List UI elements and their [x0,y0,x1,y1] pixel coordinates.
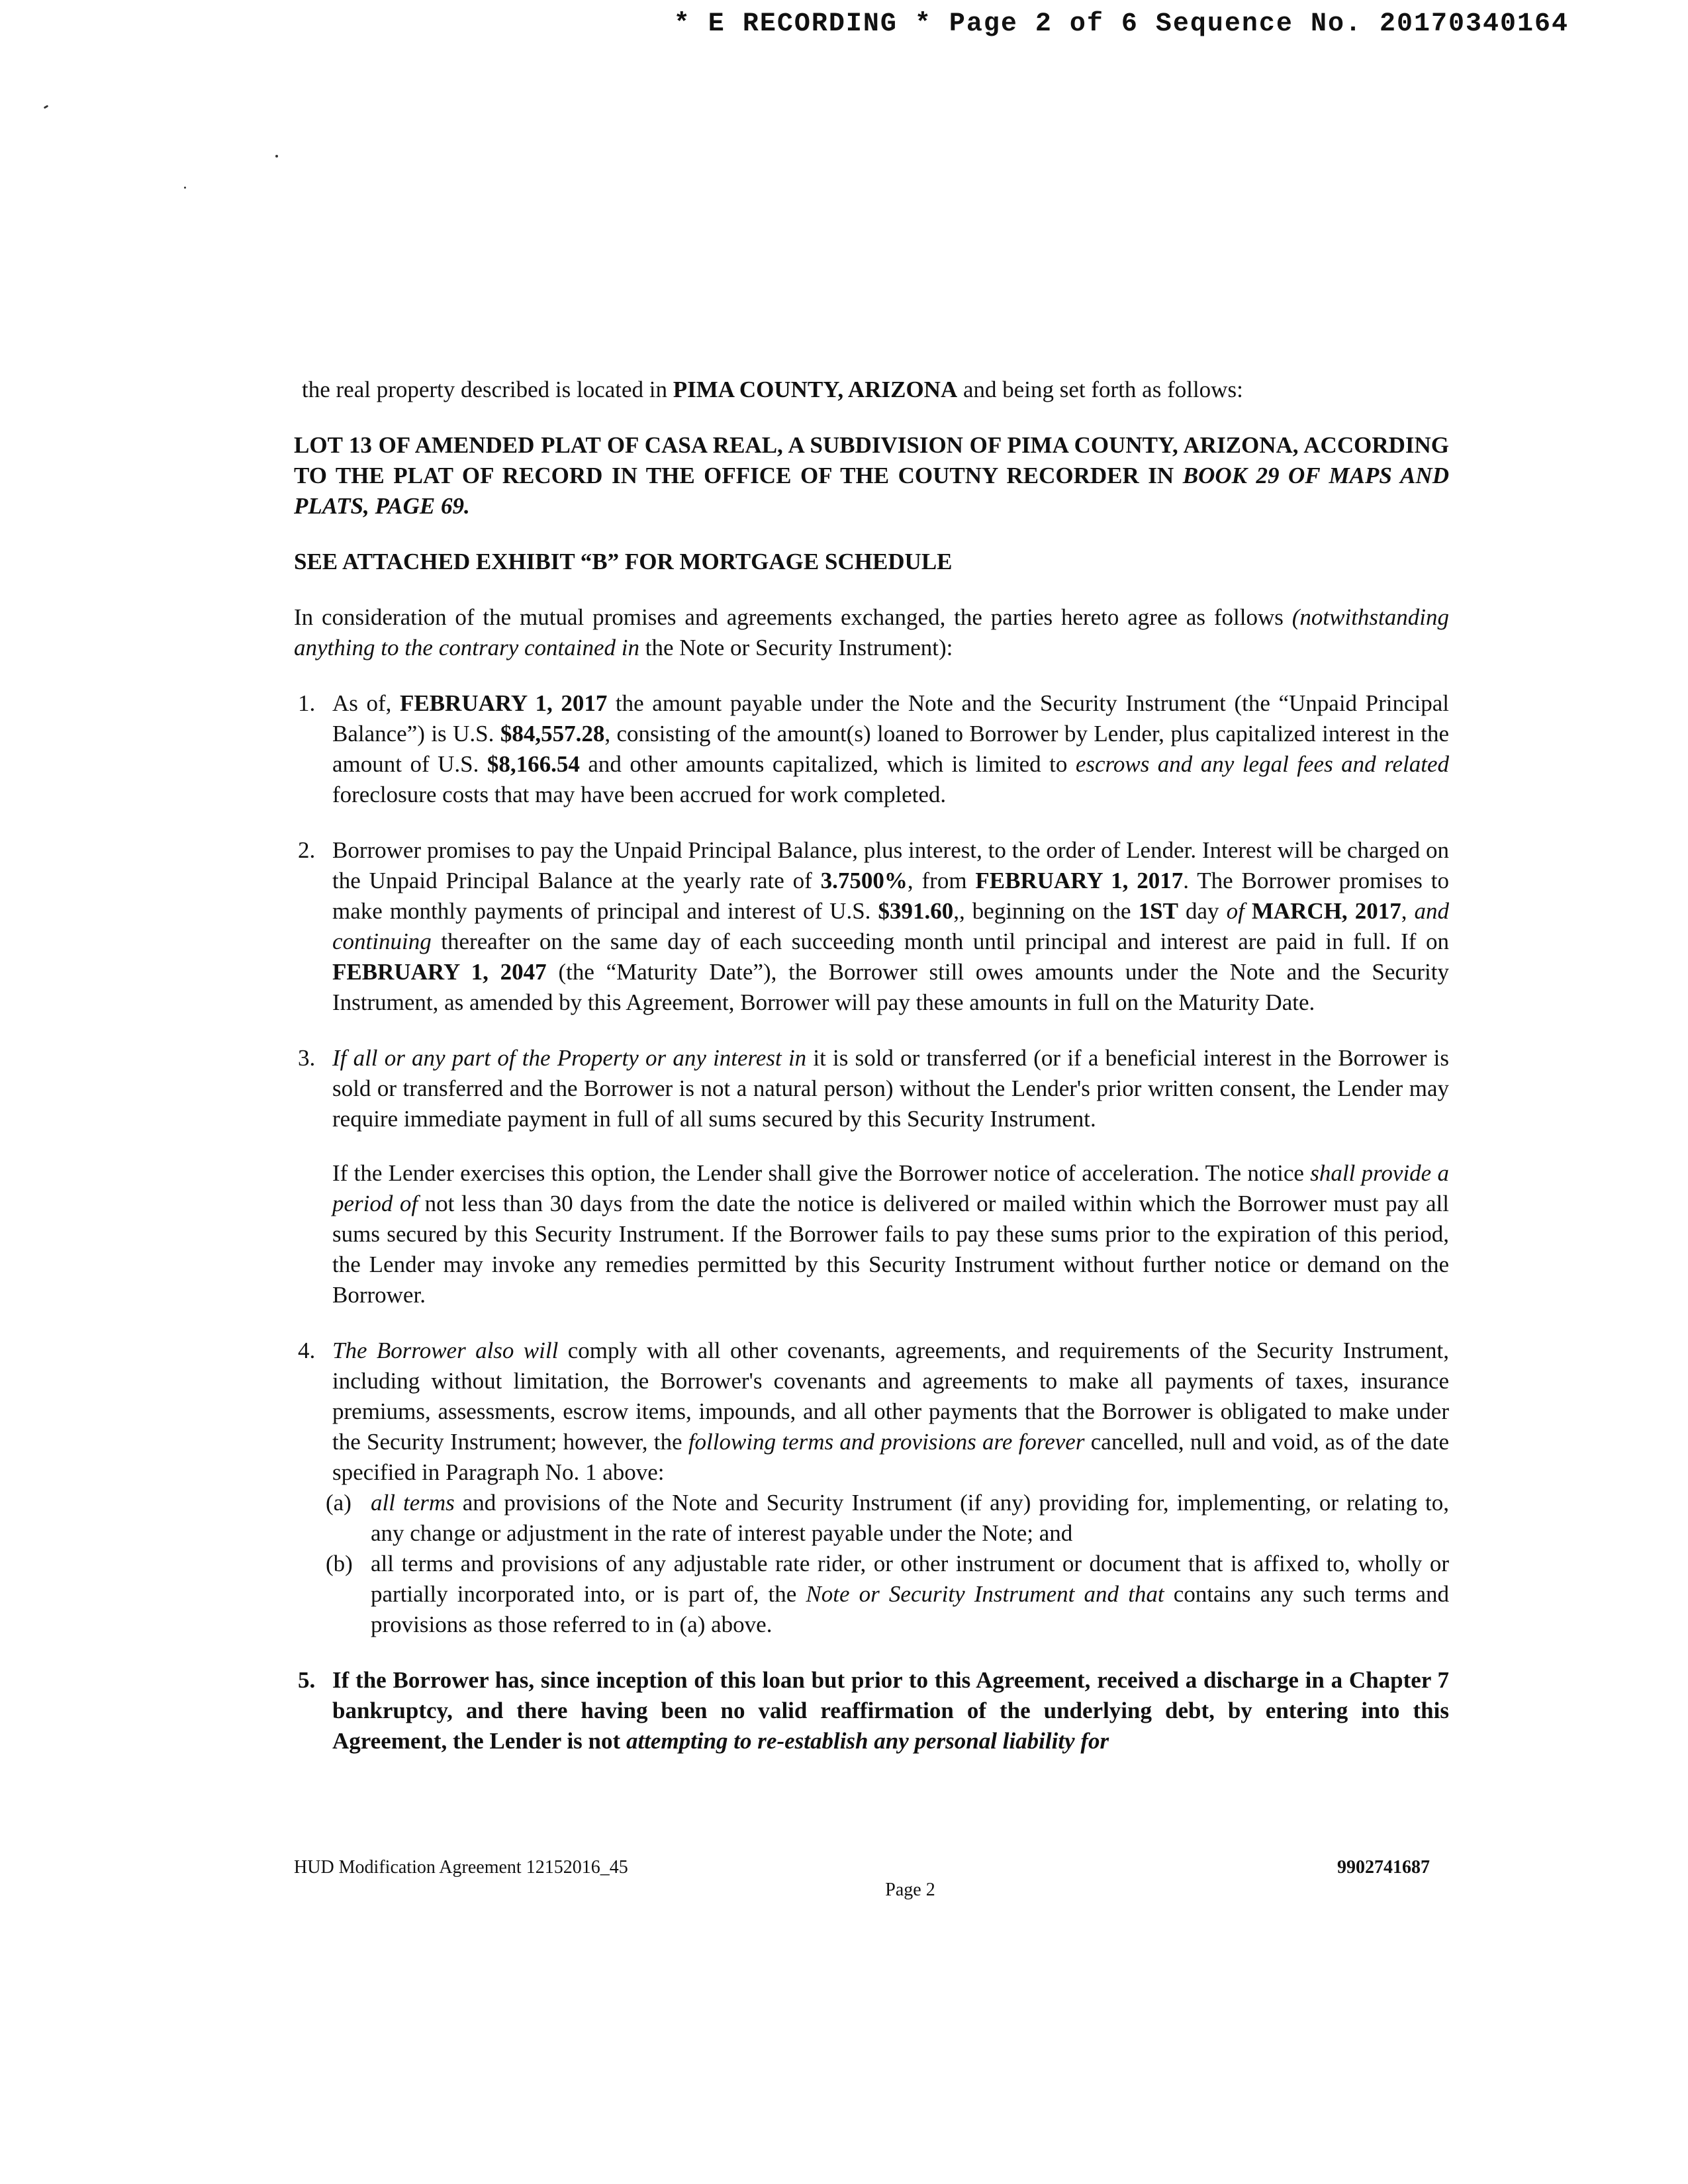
item-text-italic: of [1226,898,1244,924]
item-paragraph [332,1043,1449,1134]
item-text: As of, [332,690,400,716]
item-text-italic: Note or Security Instrument and that [806,1581,1164,1607]
monthly-payment: $391.60 [878,898,954,924]
payment-day: 1ST [1138,898,1178,924]
item-text: foreclosure costs that may have been accrued for work completed. [332,782,947,807]
item-text-bold-italic: attempting to re-establish any personal liability for [626,1728,1109,1754]
consideration-text-italic: (notwithstanding anything to the contrary contained in [294,604,1449,660]
item-number: 3. [298,1045,316,1071]
item-number: 2. [298,837,316,863]
item-number: 4. [298,1338,316,1363]
list-item-3 [294,1043,1449,1310]
consideration-text-end: the Note or Security Instrument): [639,635,953,660]
intro-text: the real property described is located in [302,377,673,402]
item-text [1244,898,1252,924]
county-name: PIMA COUNTY, ARIZONA [673,377,958,402]
recording-header: * E RECORDING * Page 2 of 6 Sequence No. 20170340164 [673,9,1569,39]
item-text-italic: escrows and any legal fees and related [1075,751,1449,777]
scan-speck [275,155,278,158]
item-text: If the Lender exercises this option, the Lender shall give the Borrower notice of acceleration. The notice [332,1160,1311,1186]
legal-description-book: BOOK 29 OF MAPS AND PLATS, PAGE 69. [294,463,1449,519]
sub-item-number: (b) [326,1551,353,1576]
item-text: , consisting of the amount(s) loaned to Borrower by Lender, plus capitalized interest in the amount of U.S. [332,721,1449,777]
item-text: cancelled, null and void, as of the date specified in Paragraph No. 1 above: [332,1429,1449,1485]
item-text: , from [907,868,976,893]
intro-text-end: and being set forth as follows: [957,377,1243,402]
item-number: 5. [298,1667,316,1693]
item-text-italic: following terms and provisions are forever [688,1429,1085,1455]
list-item-1 [294,688,1449,810]
form-identifier: HUD Modification Agreement 12152016_45 [294,1857,628,1878]
consideration-paragraph [294,602,1449,663]
consideration-text: In consideration of the mutual promises and agreements exchanged, the parties hereto agree as follows [294,604,1292,630]
sub-item-b [318,1549,1449,1640]
item-text-italic: The Borrower also will [332,1338,559,1363]
item-text: and provisions of the Note and Security Instrument (if any) providing for, implementing, or relating to, any change or adjustment in the rate of interest payable under the Note; and [371,1490,1449,1546]
item-text: and other amounts capitalized, which is limited to [579,751,1076,777]
document-body [294,375,1449,1756]
item-text-italic: and continuing [332,898,1450,954]
item-text-italic: If all or any part of the Property or any interest in [332,1045,807,1071]
list-item-5 [294,1665,1449,1756]
sub-item-number: (a) [326,1490,352,1516]
item-text: (the “Maturity Date”), the Borrower still owes amounts under the Note and the Security Instrument, as amended by this Agreement, Borrower will pay these amounts in full on the Maturity Date. [332,959,1450,1015]
item-text: , [1401,898,1415,924]
see-attached-exhibit: SEE ATTACHED EXHIBIT “B” FOR MORTGAGE SCHEDULE [294,549,953,574]
item-text: Borrower promises to pay the Unpaid Principal Balance, plus interest, to the order of Lender. Interest will be charged on the Unpaid Principal Balance at the yearly rate of [332,837,1449,893]
item-text-bold: If the Borrower has, since inception of this loan but prior to this Agreement, received a discharge in a Chapter 7 bankruptcy, and there having been no valid reaffirmation of the underlying debt, by entering into this Agreement, the Lender is not [332,1667,1449,1754]
item-text: it is sold or transferred (or if a beneficial interest in the Borrower is sold or transferred and the Borrower is not a natural person) without the Lender's prior written consent, the Lender may require immediate payment in full of all sums secured by this Security Instrument. [332,1045,1449,1132]
capitalized-interest: $8,166.54 [487,751,580,777]
interest-start-date: FEBRUARY 1, 2017 [975,868,1184,893]
interest-rate: 3.7500% [820,868,908,893]
item-paragraph [332,1336,1449,1488]
scan-speck [44,105,49,109]
item-text: comply with all other covenants, agreements, and requirements of the Security Instrument, including without limitation, the Borrower's covenants and agreements to make all payments of taxes, insurance premiums, assessments, escrow items, impounds, and all other payments that the Borrower is obligated to make under the Security Instrument; however, the [332,1338,1449,1455]
effective-date: FEBRUARY 1, 2017 [399,690,608,716]
item-text: ,, beginning on the [953,898,1139,924]
item-text-italic: shall provide a period of [332,1160,1450,1216]
item-text: contains any such terms and provisions as those referred to in (a) above. [371,1581,1449,1637]
item-text: not less than 30 days from the date the notice is delivered or mailed within which the Borrower must pay all sums secured by this Security Instrument. If the Borrower fails to pay these sums prior to the expiration of this period, the Lender may invoke any remedies permitted by this Security Instrument without further notice or demand on the Borrower. [332,1191,1449,1308]
loan-number: 9902741687 [1337,1857,1430,1878]
legal-description-text: LOT 13 OF AMENDED PLAT OF CASA REAL, A SUBDIVISION OF PIMA COUNTY, ARIZONA, ACCORDING TO THE PLAT OF RECORD IN THE OFFICE OF THE COUTNY RECORDER IN [294,432,1449,488]
item-text-italic: all terms [371,1490,455,1516]
legal-description [294,430,1449,522]
scan-speck [184,187,186,189]
item-text: all terms and provisions of any adjustable rate rider, or other instrument or document that is affixed to, wholly or partially incorporated into, or is part of, the [371,1551,1449,1607]
unpaid-principal-balance: $84,557.28 [500,721,605,747]
page-number: Page 2 [885,1880,935,1900]
maturity-date: FEBRUARY 1, 2047 [332,959,547,985]
acceleration-paragraph [332,1158,1449,1310]
item-text: . The Borrower promises to make monthly payments of principal and interest of U.S. [332,868,1449,924]
item-number: 1. [298,690,316,716]
property-location-intro [302,375,1449,405]
item-text: day [1178,898,1227,924]
item-text: the amount payable under the Note and the Security Instrument (the “Unpaid Principal Balance”) is U.S. [332,690,1449,747]
list-item-4 [294,1336,1449,1640]
list-item-2 [294,835,1449,1018]
item-text: thereafter on the same day of each succeeding month until principal and interest are paid in full. If on [431,929,1449,954]
first-payment-month: MARCH, 2017 [1251,898,1401,924]
sub-item-a [318,1488,1449,1549]
